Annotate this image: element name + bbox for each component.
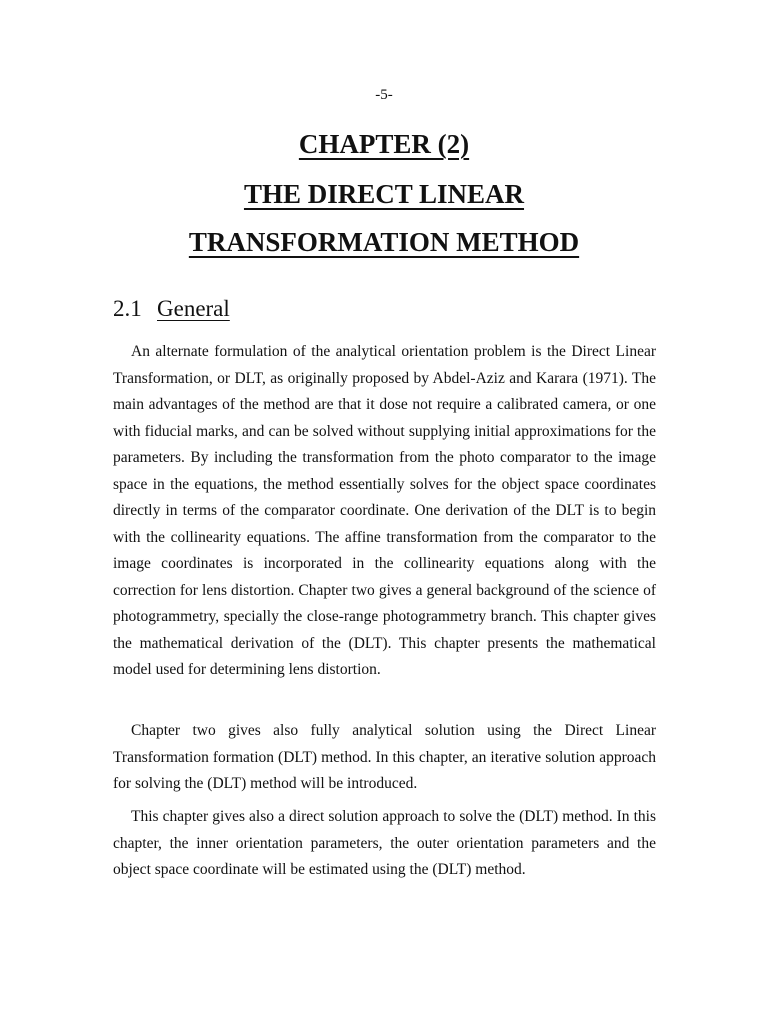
section-heading [113, 294, 230, 324]
chapter-label-text: CHAPTER (2) [298, 129, 470, 159]
body-paragraph: Chapter two gives also fully analytical solution using the Direct Linear Transformation formation (DLT) method. In this chapter, an iterative solution approach for solving the (DLT) method will be introduced. [113, 722, 656, 792]
chapter-title-line-2 [0, 226, 768, 258]
chapter-label [0, 128, 768, 160]
chapter-title-line-1 [0, 178, 768, 210]
body-paragraph: This chapter gives also a direct solution approach to solve the (DLT) method. In this chapter, the inner orientation parameters, the outer orientation parameters and the object space coordinate will be estimated using the (DLT) method. [113, 808, 656, 878]
page-number: -5- [375, 87, 393, 103]
chapter-title-line-1-text: THE DIRECT LINEAR [243, 179, 525, 209]
body-paragraph: An alternate formulation of the analytical orientation problem is the Direct Linear Transformation, or DLT, as originally proposed by Abdel-Aziz and Karara (1971). The main advantages of the method are that it dose not require a calibrated camera, or one with fiducial marks, and can be solved without supplying initial approximations for the parameters. By including the transformation from the photo comparator to the image space in the equations, the method essentially solves for the object space coordinates directly in terms of the comparator coordinate. One derivation of the DLT is to begin with the collinearity equations. The affine transformation from the comparator to the image coordinates is incorporated in the collinearity equations along with the correction for lens distortion. Chapter two gives a general background of the science of photogrammetry, specially the close-range photogrammetry branch. This chapter gives the mathematical derivation of the (DLT). This chapter presents the mathematical model used for determining lens distortion. [113, 343, 656, 678]
chapter-title-line-2-text: TRANSFORMATION METHOD [188, 227, 580, 257]
section-number: 2.1 [113, 296, 142, 321]
section-title: General [157, 296, 230, 321]
